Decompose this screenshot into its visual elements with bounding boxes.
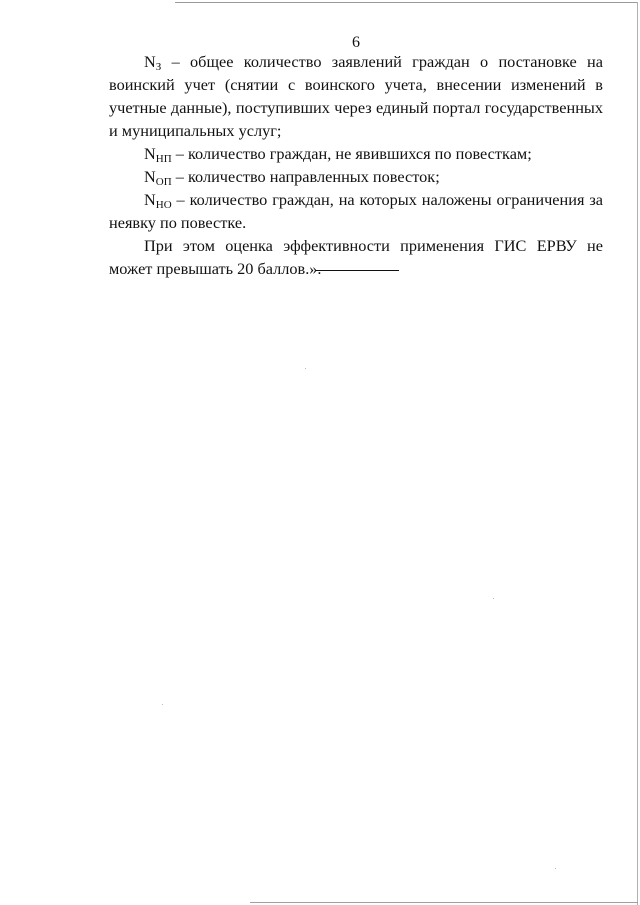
page-number: 6 — [352, 34, 360, 51]
scan-edge-top — [175, 2, 638, 3]
paragraph-text: При этом оценка эффективности применения ГИС ЕРВУ не может превышать 20 баллов.». — [109, 236, 603, 278]
symbol-n: N — [144, 144, 156, 163]
paragraph-nop — [109, 165, 603, 188]
symbol-subscript: З — [155, 61, 162, 73]
symbol-n: N — [144, 167, 156, 186]
symbol-subscript: НО — [155, 199, 172, 211]
document-body — [109, 50, 603, 280]
scan-speck — [493, 598, 494, 599]
symbol-n: N — [144, 52, 156, 71]
paragraph-nno — [109, 188, 603, 234]
paragraph-text: – количество граждан, не явившихся по повесткам; — [171, 144, 532, 163]
scan-edge-bottom — [250, 902, 638, 903]
closing-rule — [315, 270, 399, 271]
paragraph-score-limit — [109, 234, 603, 280]
symbol-n: N — [144, 190, 156, 209]
paragraph-nnp — [109, 142, 603, 165]
paragraph-nz — [109, 50, 603, 142]
paragraph-text: – количество граждан, на которых наложены ограничения за неявку по повестке. — [109, 190, 603, 232]
symbol-subscript: ОП — [155, 176, 172, 188]
paragraph-text: – количество направленных повесток; — [171, 167, 440, 186]
scan-speck — [305, 368, 306, 369]
scan-speck — [555, 868, 556, 869]
paragraph-text: – общее количество заявлений граждан о постановке на воинский учет (снятии с воинского учета, внесении изменений в учетные данные), поступивших через единый портал государственных и муниципальных услуг; — [109, 52, 603, 140]
scan-speck — [162, 704, 163, 705]
symbol-subscript: НП — [155, 153, 172, 165]
scan-edge-right — [637, 2, 638, 905]
